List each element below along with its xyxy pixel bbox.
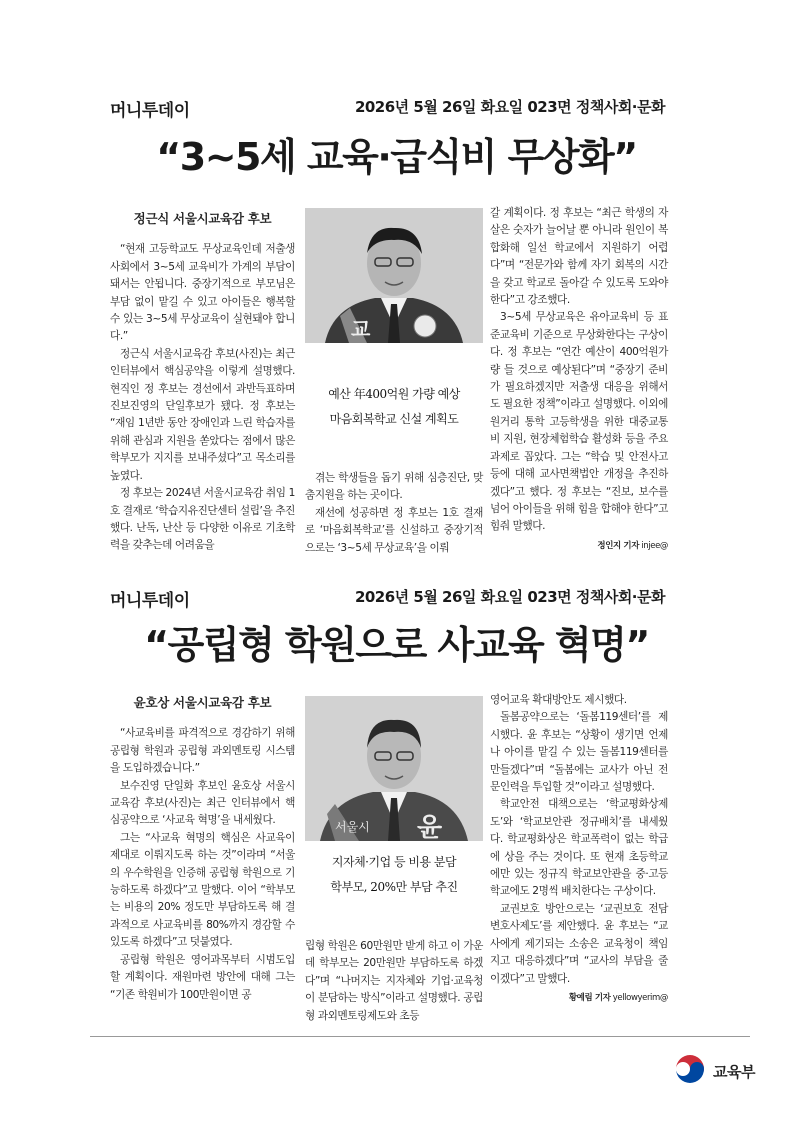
photo-caption — [305, 850, 483, 900]
headline: “공립형 학원으로 사교육 혁명” — [144, 623, 649, 667]
photo-sash-text: 서울시 — [335, 820, 370, 834]
article-column-3 — [490, 205, 668, 555]
ministry-logo — [673, 1054, 755, 1088]
paragraph: “사교육비를 파격적으로 경감하기 위해 공립형 학원과 공립형 과외멘토링 시스템을 도입하겠습니다.” — [110, 727, 295, 775]
paragraph: 그는 “사교육 혁명의 핵심은 사교육이 제대로 이뤄지도록 하는 것”이라며 “서울의 우수학원을 인증해 공립형 학원으로 기능하도록 하겠다”고 말했다. 이어 “학부모는 비용의 20% 정도만 부담하도록 해 결과적으로 사교육비를 80%까지 경감할 수 있도록 하겠다”고 덧붙였다. — [110, 831, 295, 949]
footer-divider — [90, 1036, 750, 1037]
photo-caption — [305, 382, 483, 432]
paragraph: 공립형 학원은 영어과목부터 시범도입할 계획이다. 재원마련 방안에 대해 그는 “기존 학원비가 100만원이면 공 — [110, 953, 295, 1001]
paragraph: 갈 계획이다. 정 후보는 “최근 학생의 자살은 숫자가 늘어날 뿐 아니라 원인이 복합화해 일선 학교에서 지원하기 어렵다”며 “전문가와 함께 자기 회복의 시간을 갖고 학교로 돌아갈 수 있도록 도와야 한다”고 강조했다. — [490, 207, 668, 307]
paragraph: 영어교육 확대방안도 제시했다. — [490, 694, 627, 706]
byline-email: yellowyerim@ — [612, 992, 668, 1003]
headline: “3~5세 교육·급식비 무상화” — [156, 135, 637, 179]
caption-line: 예산 年400억원 가량 예상 — [328, 387, 460, 401]
masthead: 머니투데이 — [110, 101, 190, 121]
taegeuk-icon — [673, 1054, 707, 1088]
paragraph: 재선에 성공하면 정 후보는 1호 결재로 ‘마음회복학교’를 신설하고 중장기적으로는 ‘3~5세 무상교육’을 이뤄 — [305, 506, 483, 554]
paragraph: 겪는 학생들을 돕기 위해 심층진단, 맞춤지원을 하는 곳이다. — [305, 472, 483, 502]
byline-name: 정인지 기자 — [597, 540, 640, 551]
candidate-name: 윤호상 서울시교육감 후보 — [133, 695, 272, 710]
article-column-1 — [110, 694, 295, 1004]
paragraph: 교권보호 방안으로는 ‘교권보호 전담변호사제도’를 제안했다. 윤 후보는 “교사에게 제기되는 소송은 교육청이 책임지고 대응하겠다”며 “교사의 부담을 줄이겠다”고 말했다. — [490, 902, 668, 985]
ministry-name: 교육부 — [713, 1062, 755, 1081]
photo-sash-text: 윤 — [417, 813, 443, 841]
candidate-photo — [305, 208, 483, 343]
byline-name: 황예림 기자 — [568, 992, 611, 1003]
dateline: 2026년 5월 26일 화요일 023면 정책사회·문화 — [354, 98, 665, 116]
paragraph: 정 후보는 2024년 서울시교육감 취임 1호 결재로 ‘학습지유진단센터 설립’을 추진했다. 난독, 난산 등 다양한 이유로 기초학력을 갖추는데 어려움을 — [110, 487, 295, 552]
paragraph: “현재 고등학교도 무상교육인데 저출생 사회에서 3~5세 교육비가 가계의 부담이 돼서는 안됩니다. 중장기적으로 부모님은 부담 없이 맡길 수 있고 아이들은 행복할 수 있는 3~5세 무상교육이 실현돼야 합니다.” — [110, 243, 295, 343]
candidate-name: 정근식 서울시교육감 후보 — [133, 211, 272, 226]
caption-line: 마음회복학교 신설 계획도 — [329, 412, 459, 426]
article-column-1 — [110, 210, 295, 555]
paragraph: 3~5세 무상교육은 유아교육비 등 표준교육비 기준으로 무상화한다는 구상이다. 정 후보는 “연간 예산이 400억원가량 들 것으로 예상된다”며 “중장기 준비가 필요하겠지만 저출생 대응을 위해서도 필요한 정책”이라고 설명했다. 이외에 원거리 통학 고등학생을 위한 대중교통비 지원, 현장체험학습 활성화 등을 주요 과제로 꼽았다. 그는 “학습 및 안전사고 등에 대해 교사면책법안 개정을 추진하겠다”고 했다. 정 후보는 “진보, 보수를 넘어 아이들을 위해 힘을 합해야 한다”고 힘줘 말했다. — [490, 311, 668, 533]
caption-line: 학부모, 20%만 부담 추진 — [330, 880, 458, 894]
paragraph: 정근식 서울시교육감 후보(사진)는 최근 인터뷰에서 핵심공약을 이렇게 설명했다. 현직인 정 후보는 경선에서 과반득표하며 진보진영의 단일후보가 됐다. 정 후보는 “재임 1년반 동안 장애인과 느린 학습자를 위해 관심과 지원을 쏟았다는 점에서 많은 학부모가 지지를 보내주셨다”고 목소리를 높였다. — [110, 347, 295, 482]
byline-email: injee@ — [641, 540, 668, 551]
masthead: 머니투데이 — [110, 591, 190, 611]
paragraph: 보수진영 단일화 후보인 윤호상 서울시교육감 후보(사진)는 최근 인터뷰에서 핵심공약으로 ‘사교육 혁명’을 내세웠다. — [110, 779, 295, 827]
paragraph: 립형 학원은 60만원만 받게 하고 이 가운데 학부모는 20만원만 부담하도록 하겠다”며 “나머지는 지자체와 기업·교육청이 분담하는 방식”이라고 설명했다. 공립형 과외멘토링제도와 초등 — [305, 940, 483, 1022]
byline — [490, 990, 668, 1007]
caption-line: 지자체·기업 등 비용 분담 — [331, 855, 457, 869]
paragraph: 학교안전 대책으로는 ‘학교평화상제도’와 ‘학교보안관 정규배치’를 내세웠다. 학교평화상은 학교폭력이 없는 학급에 상을 주는 것이다. 또 현재 초등학교에만 있는 정규직 학교보안관을 중·고등학교에도 2명씩 배치한다는 구상이다. — [490, 798, 668, 898]
article-column-2 — [305, 938, 483, 1025]
byline — [490, 538, 668, 555]
article-column-2 — [305, 470, 483, 557]
dateline: 2026년 5월 26일 화요일 023면 정책사회·문화 — [354, 588, 665, 606]
article-column-3 — [490, 692, 668, 1007]
candidate-photo — [305, 696, 483, 841]
paragraph: 돌봄공약으로는 ‘돌봄119센터’를 제시했다. 윤 후보는 “상황이 생기면 언제나 아이를 맡길 수 있는 돌봄119센터를 만들겠다”며 “돌봄에는 교사가 아닌 전문인력을 투입할 것”이라고 설명했다. — [490, 711, 668, 794]
photo-sash-text: 교 — [351, 317, 371, 341]
